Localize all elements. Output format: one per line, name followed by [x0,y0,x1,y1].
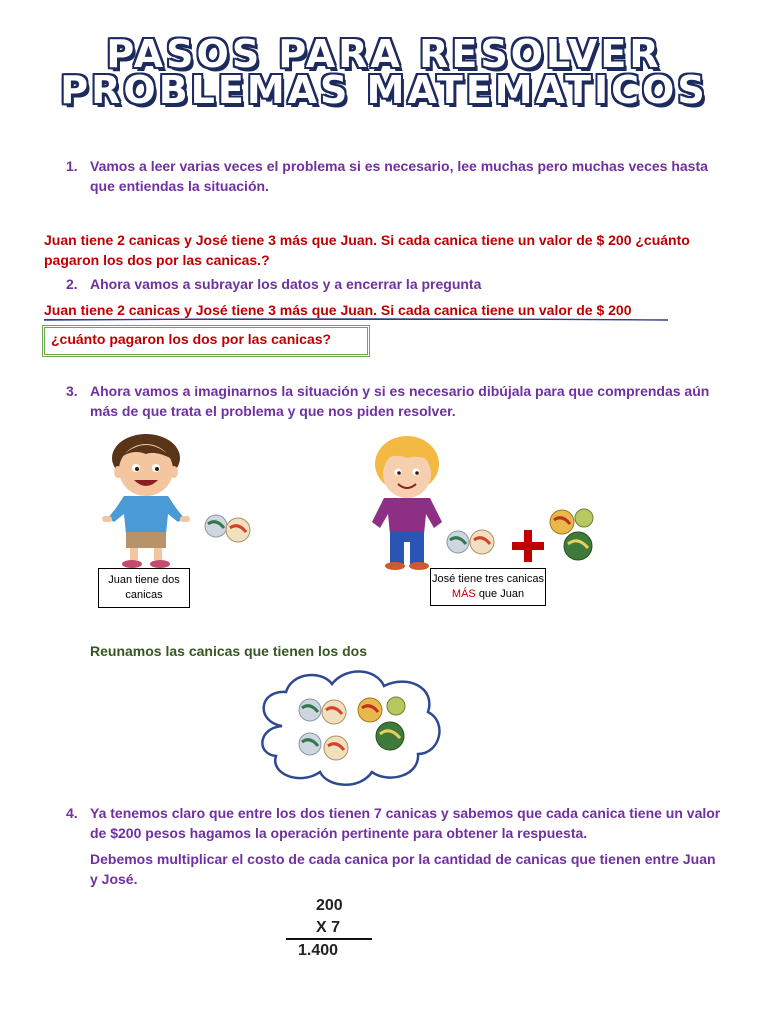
step-3 [66,381,726,421]
thought-cloud [252,666,448,790]
title-line-2: PROBLEMAS MATEMATICOS [60,68,708,112]
juan-caption-text: Juan tiene dos canicas [108,574,180,601]
underline-stroke [44,318,668,322]
step-1 [66,156,726,196]
reunamos-label: Reunamos las canicas que tienen los dos [90,643,367,659]
jose-caption [430,568,546,606]
step-4 [66,803,726,843]
juan-caption [98,568,190,608]
operand: 200 [316,897,343,914]
title-line-1: PASOS PARA RESOLVER [106,32,662,76]
underlined-data-text: Juan tiene 2 canicas y José tiene 3 más que Juan. Si cada canica tiene un valor de $ 200 [44,302,632,318]
step-number: 1. [66,158,78,174]
jose-caption-highlight: MÁS [451,588,476,600]
step-text: Ahora vamos a subrayar los datos y a encerrar la pregunta [90,276,482,292]
step-text: Ahora vamos a imaginarnos la situación y si es necesario dibújala para que comprendas aún más de que trata el problema y que nos piden resolver. [90,383,710,419]
step-number: 4. [66,805,78,821]
problem-statement: Juan tiene 2 canicas y José tiene 3 más que Juan. Si cada canica tiene un valor de $ 200 ¿cuánto pagaron los dos por las canicas.? [44,232,690,268]
question-text: ¿cuánto pagaron los dos por las canicas? [51,331,332,347]
jose-boy-illustration [362,432,452,572]
result-line [286,937,372,941]
plus-sign [510,528,546,564]
step-2 [66,274,726,294]
question-box [42,325,370,357]
juan-boy-illustration [96,430,196,570]
step-text: Vamos a leer varias veces el problema si es necesario, lee muchas pero muchas veces hasta que entiendas la situación. [90,158,708,194]
jose-caption-prefix: José tiene tres canicas [432,573,544,585]
underlined-data [44,300,734,320]
jose-marbles-extra [542,504,602,568]
result: 1.400 [298,942,339,959]
step-number: 3. [66,383,78,399]
juan-marbles [200,510,260,550]
multiplier: X 7 [316,919,341,936]
jose-caption-suffix: que Juan [478,588,525,600]
step-number: 2. [66,276,78,292]
multiply-instructions: Debemos multiplicar el costo de cada canica por la cantidad de canicas que tienen entre Juan y José. [90,851,716,887]
jose-marbles-owned [444,524,504,560]
step-text: Ya tenemos claro que entre los dos tienen 7 canicas y sabemos que cada canica tiene un valor de $200 pesos hagamos la operación pertinente para obtener la respuesta. [90,805,721,841]
